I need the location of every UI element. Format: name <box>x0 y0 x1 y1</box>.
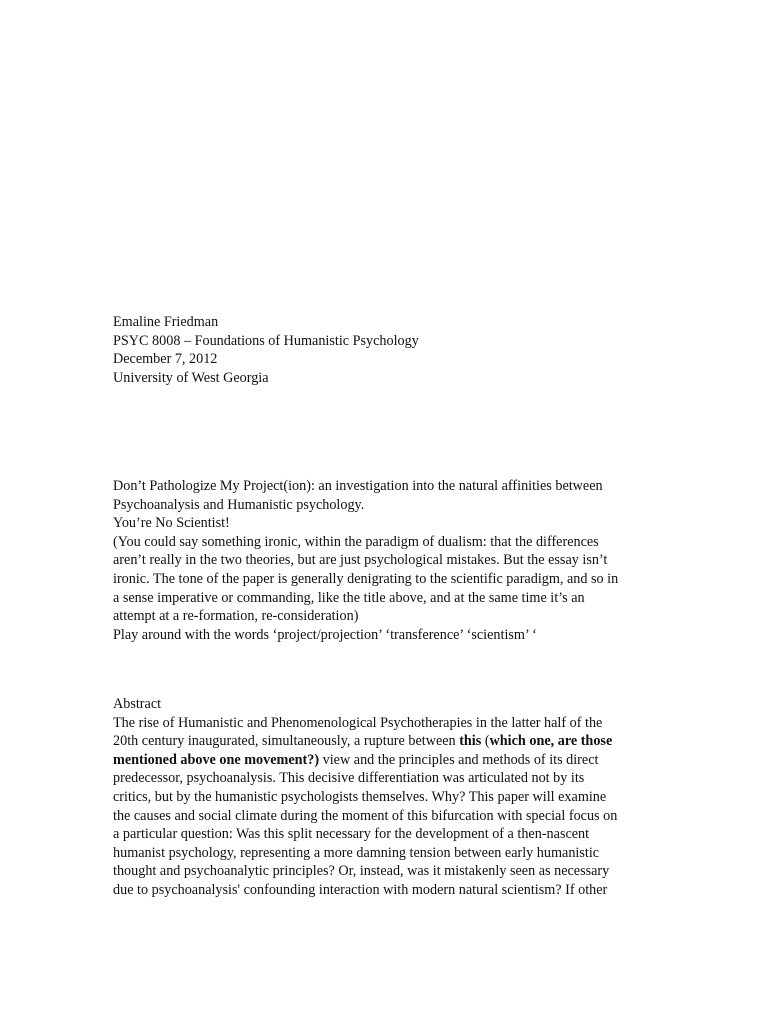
wordplay-note: Play around with the words ‘project/projection’ ‘transference’ ‘scientism’ ‘ <box>113 626 537 643</box>
abstract-line <box>113 732 653 751</box>
abstract-text: ( <box>481 733 490 750</box>
abstract-line <box>113 751 653 770</box>
submission-date: December 7, 2012 <box>113 351 218 368</box>
abstract-bold-text: mentioned above one movement?) <box>113 751 320 768</box>
institution-name: University of West Georgia <box>113 369 269 386</box>
abstract-section <box>113 695 653 900</box>
abstract-line: predecessor, psychoanalysis. This decisive differentiation was articulated not by its <box>113 770 585 787</box>
draft-note-line: a sense imperative or commanding, like the title above, and at the same time it’s an <box>113 589 585 606</box>
paper-title-line: Psychoanalysis and Humanistic psychology. <box>113 496 365 513</box>
abstract-line: due to psychoanalysis' confounding interaction with modern natural scientism? If other <box>113 881 608 898</box>
abstract-bold-text: this <box>459 733 482 750</box>
draft-note-line: aren’t really in the two theories, but are just psychological mistakes. But the essay isn’t <box>113 552 608 569</box>
abstract-line: thought and psychoanalytic principles? Or, instead, was it mistakenly seen as necessary <box>113 863 610 880</box>
abstract-heading: Abstract <box>113 696 162 712</box>
course-name: PSYC 8008 – Foundations of Humanistic Psychology <box>113 332 419 349</box>
author-header <box>113 313 653 387</box>
title-section <box>113 477 653 644</box>
author-name: Emaline Friedman <box>113 314 219 330</box>
paper-subtitle: You’re No Scientist! <box>113 515 230 532</box>
abstract-line: critics, but by the humanistic psychologists themselves. Why? This paper will examine <box>113 788 607 805</box>
abstract-text: view and the principles and methods of its direct <box>319 751 599 768</box>
draft-note-line: attempt at a re-formation, re-consideration) <box>113 608 359 625</box>
abstract-text: 20th century inaugurated, simultaneously, a rupture between <box>113 733 460 750</box>
paper-title-line: Don’t Pathologize My Project(ion): an investigation into the natural affinities between <box>113 478 603 494</box>
draft-note-line: (You could say something ironic, within the paradigm of dualism: that the differences <box>113 533 599 550</box>
abstract-line: humanist psychology, representing a more damning tension between early humanistic <box>113 844 600 861</box>
abstract-line: the causes and social climate during the moment of this bifurcation with special focus on <box>113 807 618 824</box>
abstract-bold-text: which one, are those <box>489 733 613 750</box>
abstract-line: a particular question: Was this split necessary for the development of a then-nascent <box>113 826 590 843</box>
draft-note-line: ironic. The tone of the paper is generally denigrating to the scientific paradigm, and so in <box>113 570 619 587</box>
abstract-line: The rise of Humanistic and Phenomenological Psychotherapies in the latter half of the <box>113 714 603 731</box>
